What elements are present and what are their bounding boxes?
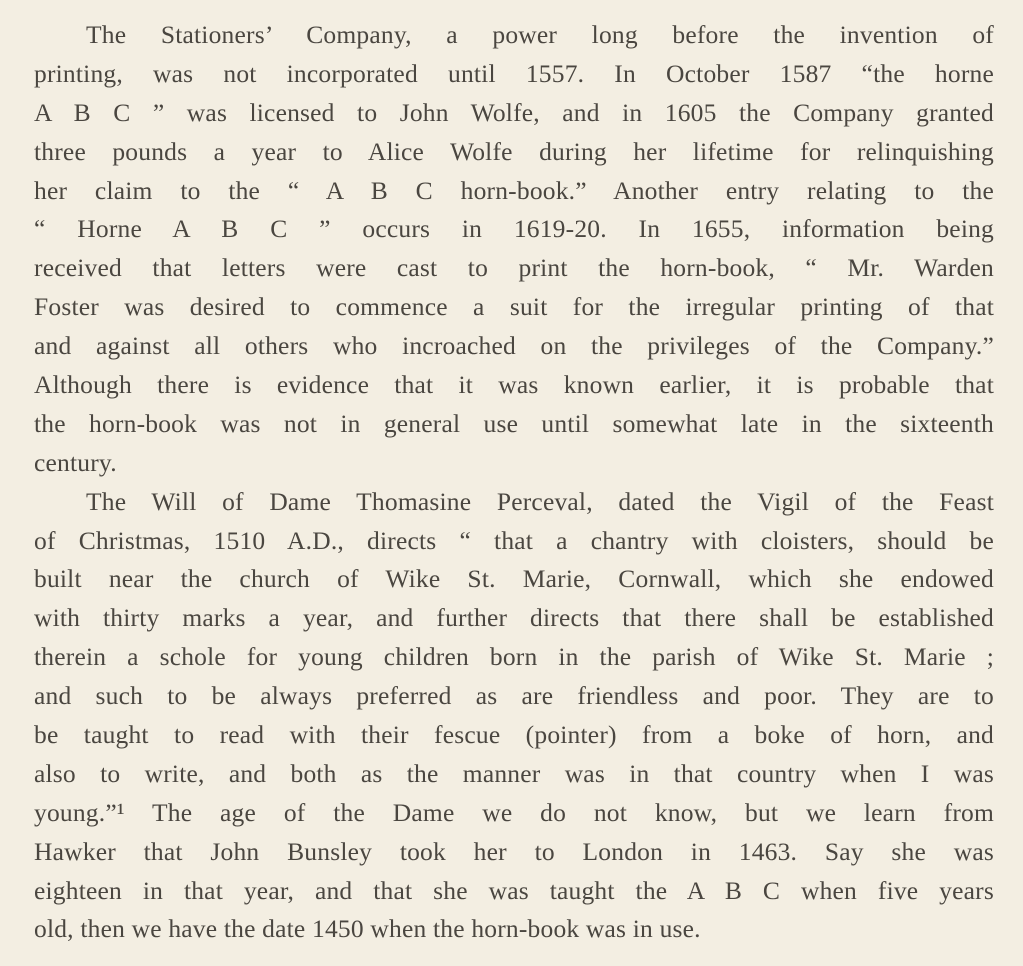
paragraph-1-line-12: century. (34, 447, 117, 477)
paragraph-2-line-5: therein a schole for young children born in the parish of Wike St. Marie ; (34, 642, 994, 672)
paragraph-1-line-11: the horn-book was not in general use until somewhat late in the sixteenth (34, 408, 994, 438)
paragraph-2-line-12: old, then we have the date 1450 when the horn-book was in use. (34, 914, 701, 944)
paragraph-2-line-2: of Christmas, 1510 A.D., directs “ that a chantry with cloisters, should be (34, 525, 994, 555)
paragraph-1-line-1: The Stationers’ Company, a power long before the invention of (86, 20, 994, 49)
paragraph-1-line-8: Foster was desired to commence a suit for the irregular printing of that (34, 292, 994, 322)
paragraph-1-line-9: and against all others who incroached on the privileges of the Company.” (34, 331, 994, 361)
paragraph-1-line-5: her claim to the “ A B C horn-book.” Another entry relating to the (34, 175, 994, 205)
paragraph-2-line-1: The Will of Dame Thomasine Perceval, dated the Vigil of the Feast (86, 486, 994, 516)
paragraph-2-line-11: eighteen in that year, and that she was taught the A B C when five years (34, 875, 994, 905)
paragraph-2-line-8: also to write, and both as the manner was in that country when I was (34, 758, 994, 788)
paragraph-1-line-2: printing, was not incorporated until 1557. In October 1587 “the horne (34, 58, 994, 88)
paragraph-2-line-9: young.”¹ The age of the Dame we do not know, but we learn from (34, 797, 994, 827)
paragraph-1-line-7: received that letters were cast to print the horn-book, “ Mr. Warden (34, 253, 994, 283)
body-text (34, 16, 994, 949)
paragraph-1-line-10: Although there is evidence that it was known earlier, it is probable that (34, 370, 994, 400)
paragraph-1-line-4: three pounds a year to Alice Wolfe during her lifetime for relinquishing (34, 136, 994, 166)
paragraph-2-line-10: Hawker that John Bunsley took her to London in 1463. Say she was (34, 836, 994, 866)
paragraph-2-line-7: be taught to read with their fescue (pointer) from a boke of horn, and (34, 720, 994, 750)
paragraph-2-line-3: built near the church of Wike St. Marie, Cornwall, which she endowed (34, 564, 994, 594)
paragraph-1-line-6: “ Horne A B C ” occurs in 1619-20. In 1655, information being (34, 214, 994, 244)
paragraph-2-line-6: and such to be always preferred as are friendless and poor. They are to (34, 681, 994, 711)
paragraph-2-line-4: with thirty marks a year, and further directs that there shall be established (34, 603, 994, 633)
paragraph-1-line-3: A B C ” was licensed to John Wolfe, and in 1605 the Company granted (34, 97, 994, 127)
